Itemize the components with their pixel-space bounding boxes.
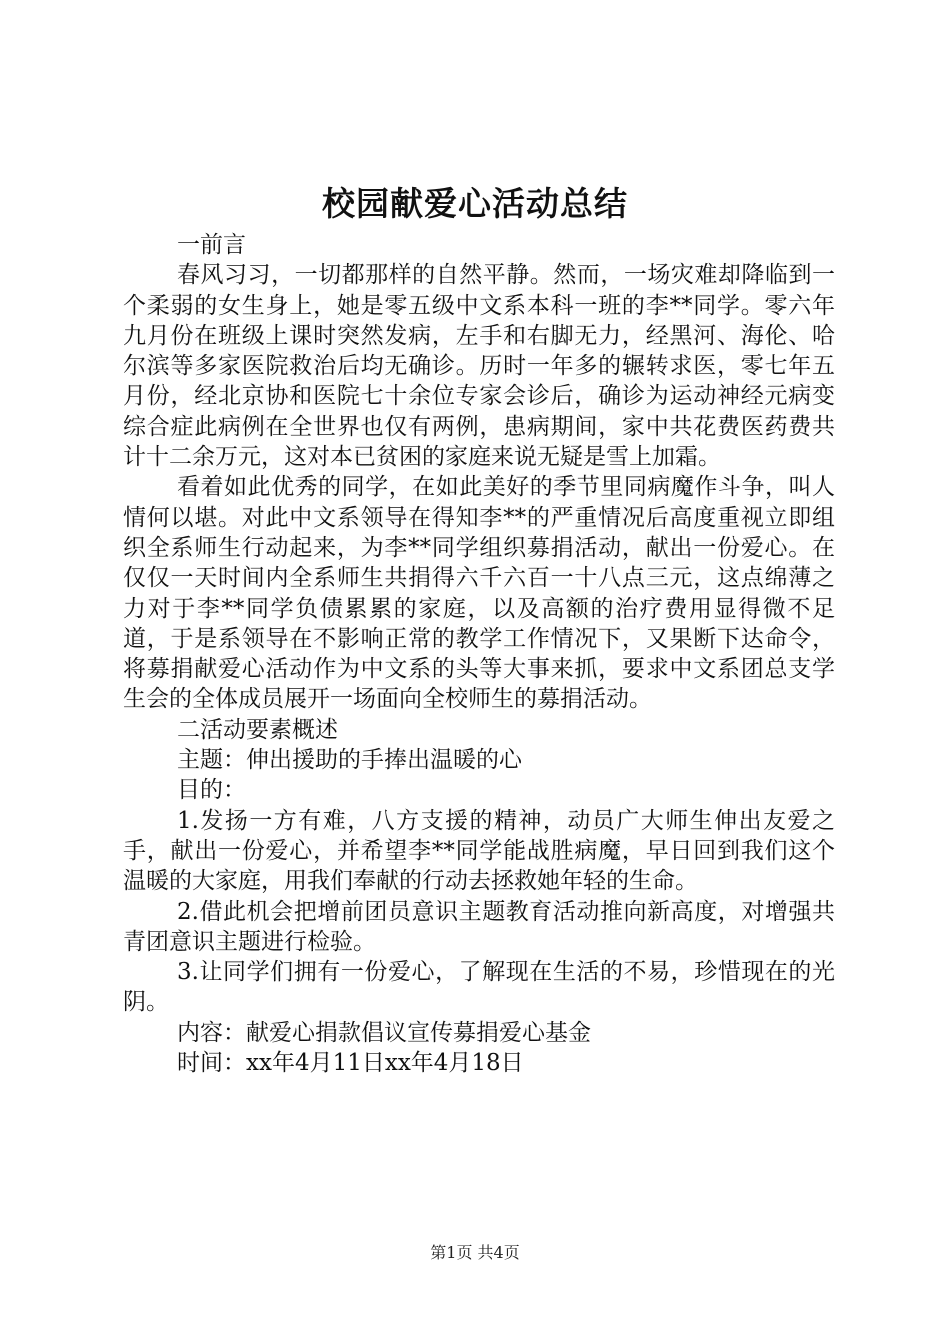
paragraph-time: 时间：xx年4月11日xx年4月18日	[177, 1050, 524, 1077]
paragraph-response: 看着如此优秀的同学，在如此美好的季节里同病魔作斗争，叫人情何以堪。对此中文系领导在得知李**的严重情况后高度重视立即组织全系师生行动起来，为李**同学组织募捐活动，献出一份爱心。在仅仅一天时间内全系师生共捐得六千六百一十八点三元，这点绵薄之力对于李**同学负债累累的家庭，以及高额的治疗费用显得微不足道，于是系领导在不影响正常的教学工作情况下，又果断下达命令，将募捐献爱心活动作为中文系的头等大事来抓，要求中文系团总支学生会的全体成员展开一场面向全校师生的募捐活动。	[123, 474, 835, 713]
paragraph-background: 春风习习，一切都那样的自然平静。然而，一场灾难却降临到一个柔弱的女生身上，她是零五级中文系本科一班的李**同学。零六年九月份在班级上课时突然发病，左手和右脚无力，经黑河、海伦、哈尔滨等多家医院救治后均无确诊。历时一年多的辗转求医，零七年五月份，经北京协和医院七十余位专家会诊后，确诊为运动神经元病变综合症此病例在全世界也仅有两例，患病期间，家中共花费医药费共计十二余万元，这对本已贫困的家庭来说无疑是雪上加霜。	[123, 262, 835, 471]
document-body	[123, 230, 835, 1078]
document-title: 校园献爱心活动总结	[322, 184, 628, 223]
paragraph-purpose-2: 2.借此机会把增前团员意识主题教育活动推向新高度，对增强共青团意识主题进行检验。	[123, 898, 835, 955]
paragraph-purpose-3: 3.让同学们拥有一份爱心，了解现在生活的不易，珍惜现在的光阴。	[123, 959, 835, 1016]
paragraph-theme: 主题：伸出援助的手捧出温暖的心	[177, 747, 522, 774]
paragraph-content: 内容：献爱心捐款倡议宣传募捐爱心基金	[177, 1019, 591, 1046]
paragraph-purpose-label: 目的：	[177, 777, 246, 804]
paragraph-purpose-1: 1.发扬一方有难，八方支援的精神，动员广大师生伸出友爱之手，献出一份爱心，并希望李**同学能战胜病魔，早日回到我们这个温暖的大家庭，用我们奉献的行动去拯救她年轻的生命。	[123, 807, 835, 895]
section-heading-preface: 一前言	[177, 232, 246, 258]
section-heading-overview: 二活动要素概述	[177, 716, 338, 743]
page-number-footer: 第1页 共4页	[430, 1243, 520, 1262]
